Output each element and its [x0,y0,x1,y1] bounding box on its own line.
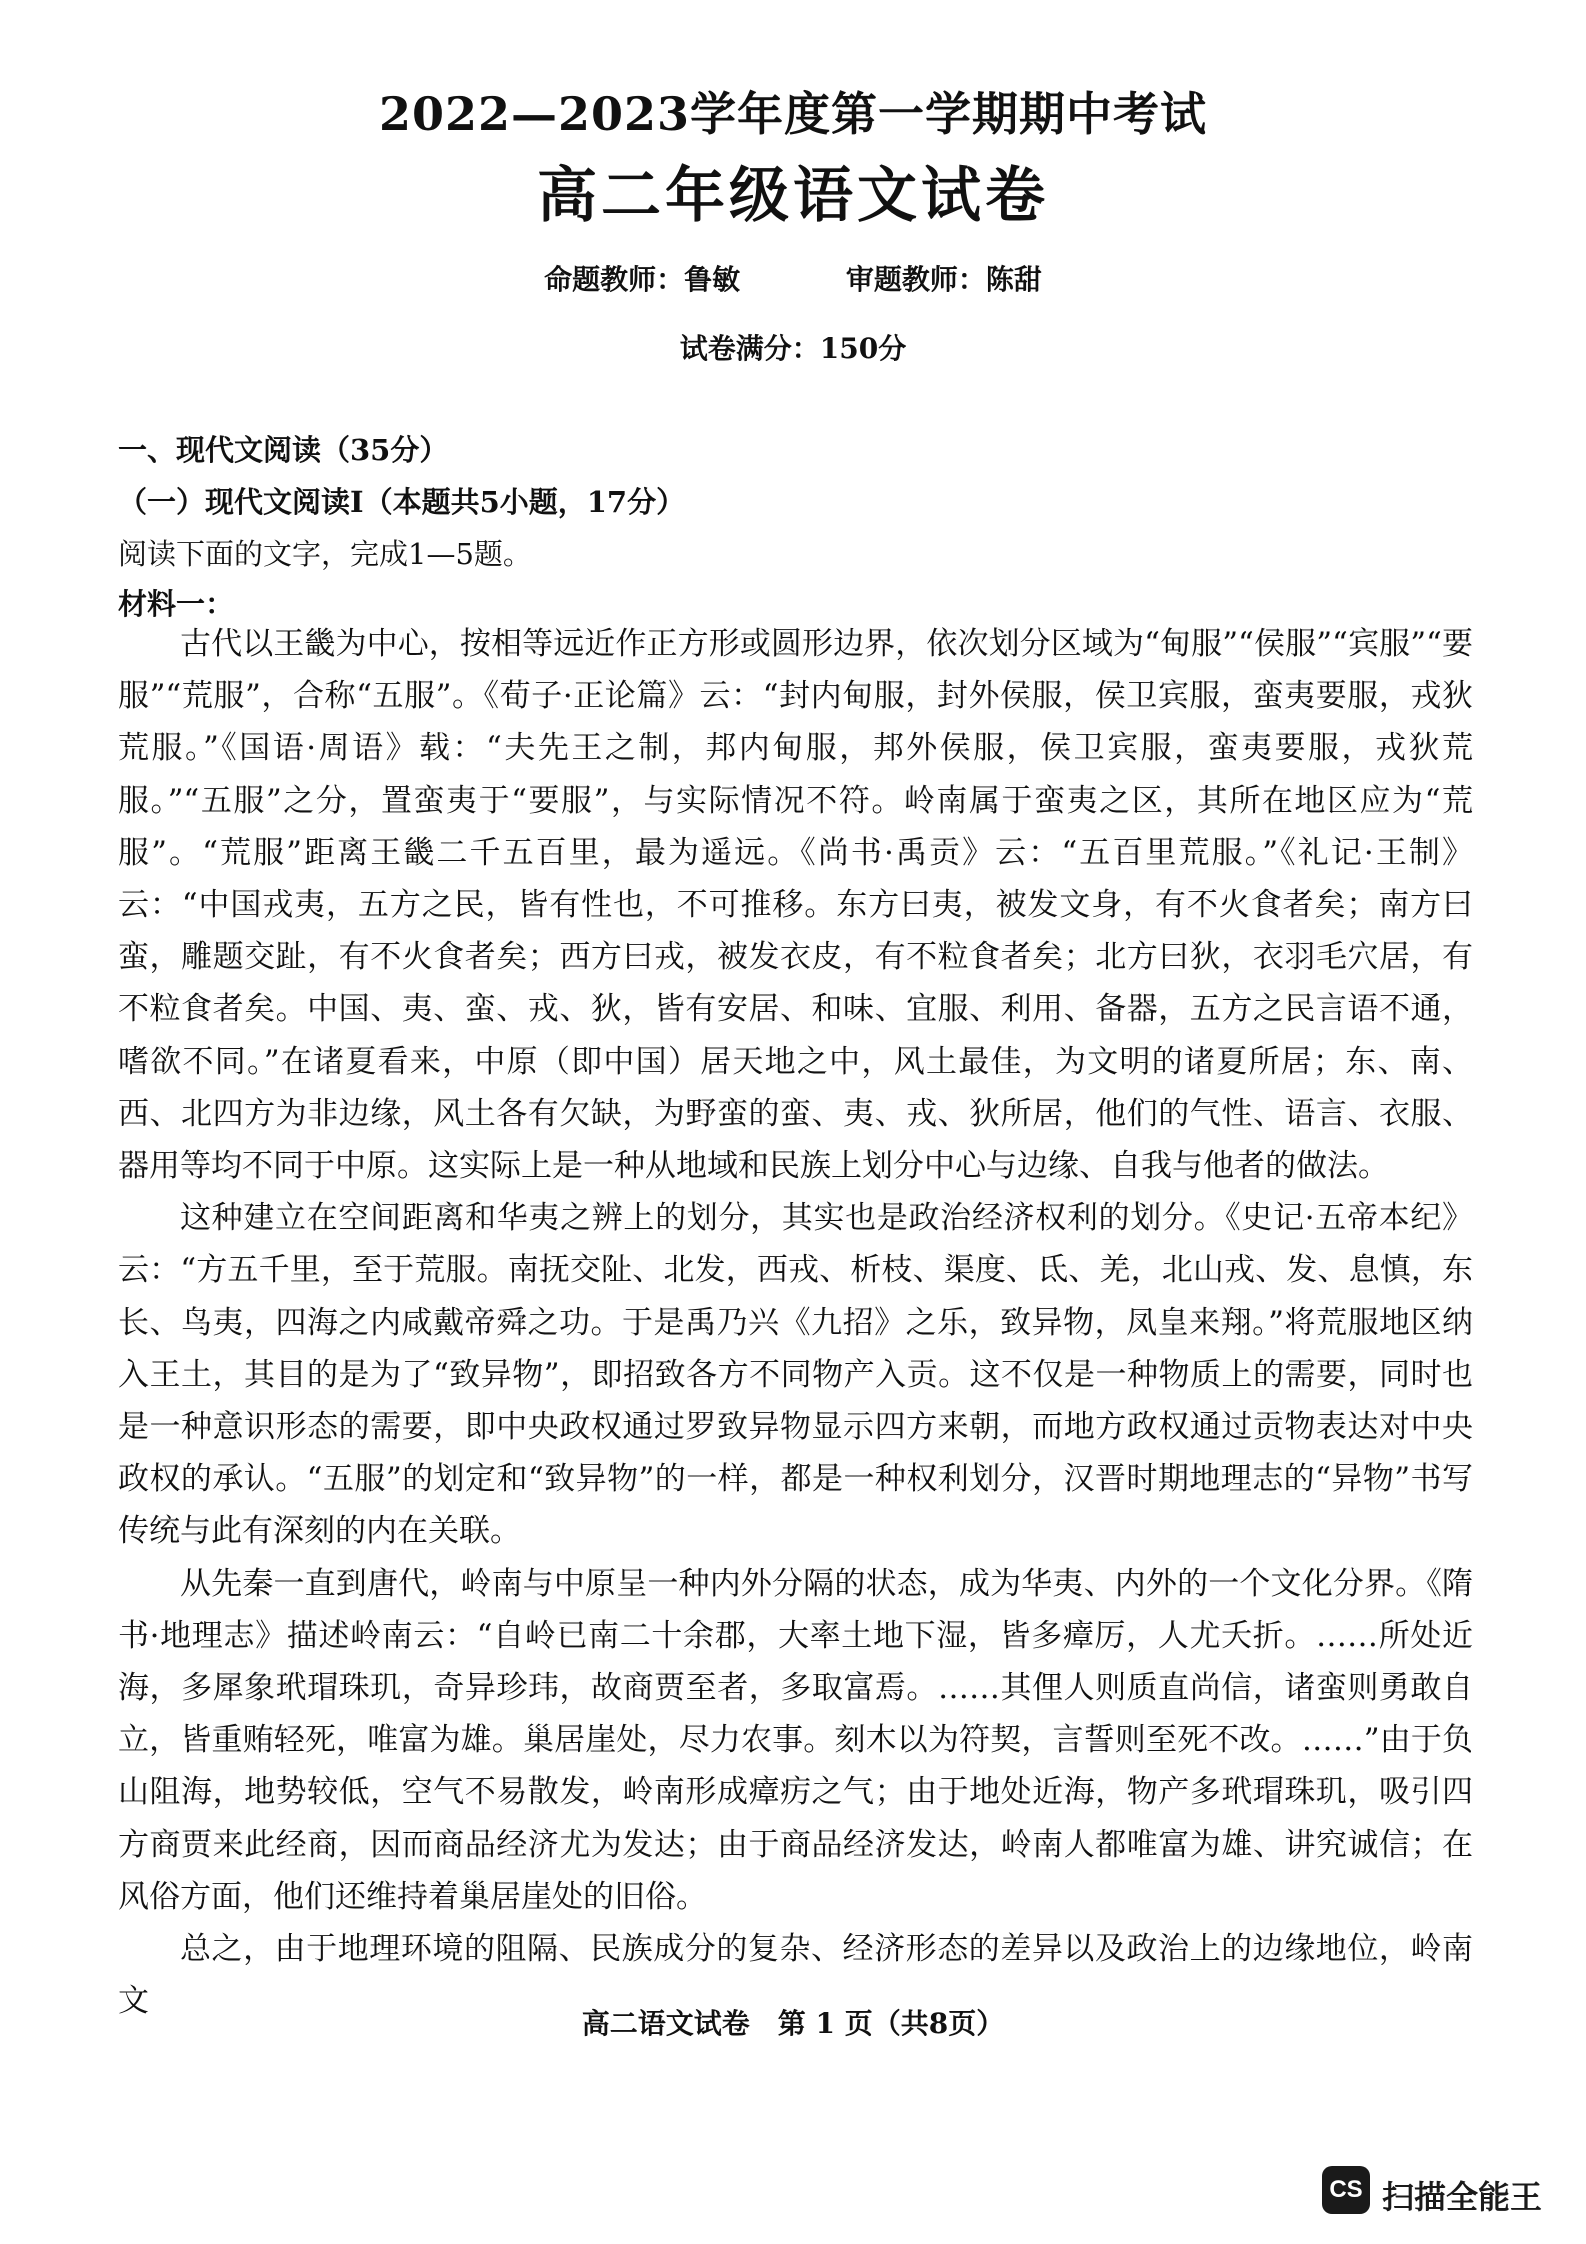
reading-passage [118,618,1473,2027]
exam-title-subject: 高二年级语文试卷 [537,161,1049,231]
exam-title-term: 2022—2023学年度第一学期期中考试 [378,87,1208,141]
reviewer-teacher: 审题教师：陈甜 [845,263,1042,296]
full-score: 试卷满分：150分 [679,332,907,365]
material-label: 材料一： [118,587,235,621]
passage-paragraph-3: 从先秦一直到唐代，岭南与中原呈一种内外分隔的状态，成为华夷、内外的一个文化分界。《隋书·地理志》描述岭南云：“自岭已南二十余郡，大率土地下湿，皆多瘴厉，人尤夭折。……所处近海，多犀象玳瑁珠玑，奇异珍玮，故商贾至者，多取富焉。……其俚人则质直尚信，诸蛮则勇敢自立，皆重贿轻死，唯富为雄。巢居崖处，尽力农事。刻木以为符契，言誓则至死不改。……”由于负山阻海，地势较低，空气不易散发，岭南形成瘴疠之气；由于地处近海，物产多玳瑁珠玑，吸引四方商贾来此经商，因而商品经济尤为发达；由于商品经济发达，岭南人都唯富为雄、讲究诚信；在风俗方面，他们还维持着巢居崖处的旧俗。 [118,1565,1473,1915]
camscanner-watermark: 扫描全能王 [1382,2178,1543,2216]
section-heading: 一、现代文阅读（35分） [118,433,449,467]
section-subheading: （一）现代文阅读Ⅰ（本题共5小题，17分） [118,485,686,519]
camscanner-logo-icon: CS [1322,2166,1370,2214]
passage-paragraph-2: 这种建立在空间距离和华夷之辨上的划分，其实也是政治经济权利的划分。《史记·五帝本纪》云：“方五千里，至于荒服。南抚交阯、北发，西戎、析枝、渠度、氐、羌，北山戎、发、息慎，东长、鸟夷，四海之内咸戴帝舜之功。于是禹乃兴《九招》之乐，致异物，凤皇来翔。”将荒服地区纳入王土，其目的是为了“致异物”，即招致各方不同物产入贡。这不仅是一种物质上的需要，同时也是一种意识形态的需要，即中央政权通过罗致异物显示四方来朝，而地方政权通过贡物表达对中央政权的承认。“五服”的划定和“致异物”的一样，都是一种权利划分，汉晋时期地理志的“异物”书写传统与此有深刻的内在关联。 [118,1200,1473,1550]
passage-paragraph-4: 总之，由于地理环境的阻隔、民族成分的复杂、经济形态的差异以及政治上的边缘地位，岭南文 [118,1931,1473,2020]
page-footer: 高二语文试卷 第 1 页（共8页） [581,2007,1005,2040]
reading-instruction: 阅读下面的文字，完成1—5题。 [118,537,532,571]
setter-teacher: 命题教师：鲁敏 [544,263,741,296]
passage-paragraph-1: 古代以王畿为中心，按相等远近作正方形或圆形边界，依次划分区域为“甸服”“侯服”“宾服”“要服”“荒服”，合称“五服”。《荀子·正论篇》云：“封内甸服，封外侯服，侯卫宾服，蛮夷要服，戎狄荒服。”《国语·周语》载：“夫先王之制，邦内甸服，邦外侯服，侯卫宾服，蛮夷要服，戎狄荒服。”“五服”之分，置蛮夷于“要服”，与实际情况不符。岭南属于蛮夷之区，其所在地区应为“荒服”。“荒服”距离王畿二千五百里，最为遥远。《尚书·禹贡》云：“五百里荒服。”《礼记·王制》云：“中国戎夷，五方之民，皆有性也，不可推移。东方曰夷，被发文身，有不火食者矣；南方曰蛮，雕题交趾，有不火食者矣；西方曰戎，被发衣皮，有不粒食者矣；北方曰狄，衣羽毛穴居，有不粒食者矣。中国、夷、蛮、戎、狄，皆有安居、和味、宜服、利用、备器，五方之民言语不通，嗜欲不同。”在诸夏看来，中原（即中国）居天地之中，风土最佳，为文明的诸夏所居；东、南、西、北四方为非边缘，风土各有欠缺，为野蛮的蛮、夷、戎、狄所居，他们的气性、语言、衣服、器用等均不同于中原。这实际上是一种从地域和民族上划分中心与边缘、自我与他者的做法。 [118,626,1473,1185]
teacher-info [0,258,1586,298]
